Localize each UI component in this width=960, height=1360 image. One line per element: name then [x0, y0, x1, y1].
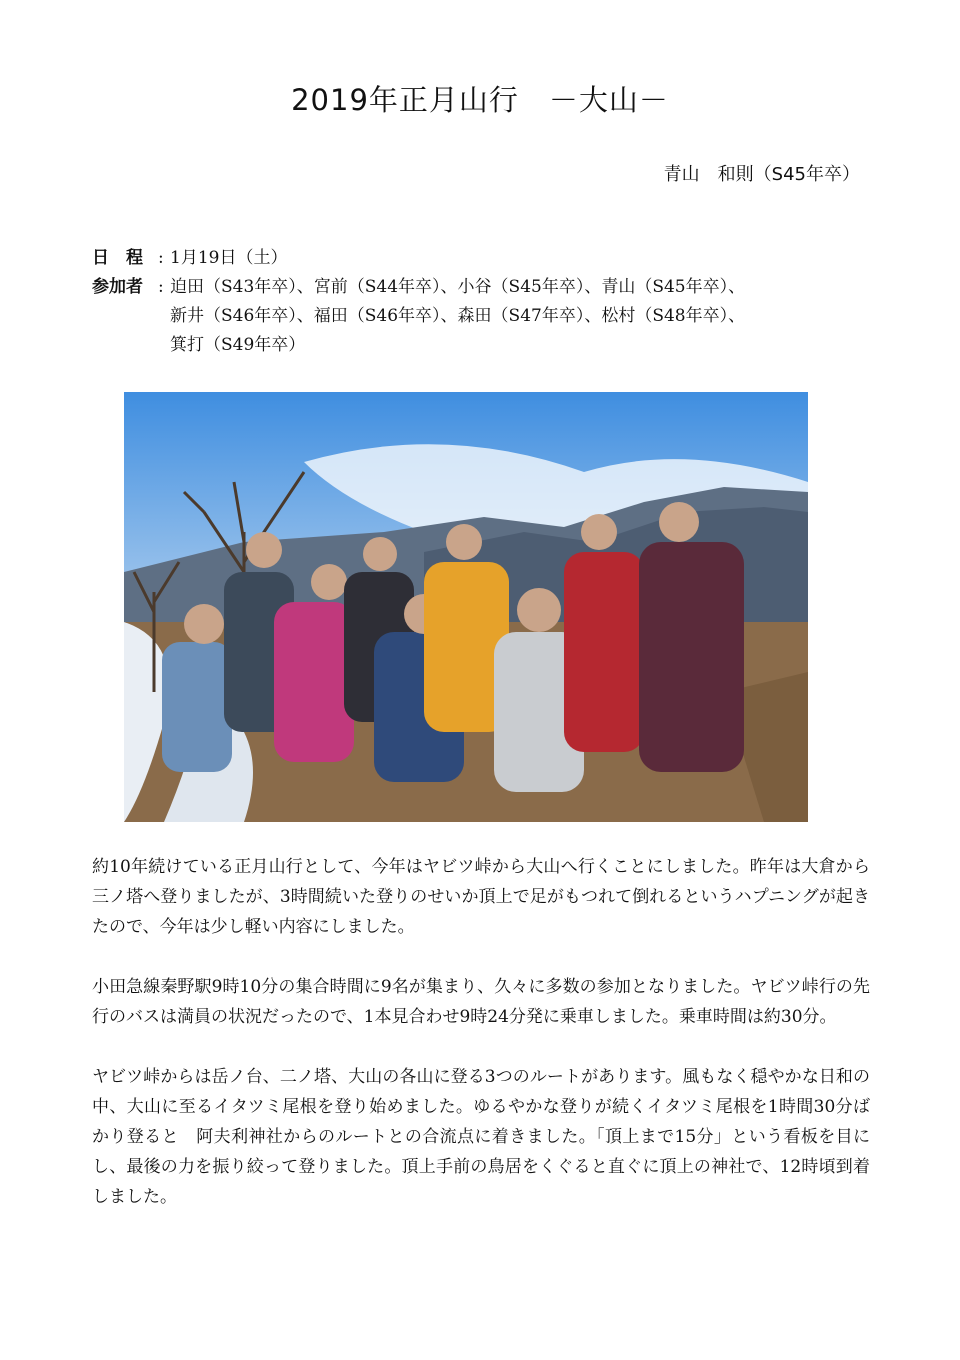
participants-row — [92, 273, 872, 360]
schedule-row — [92, 244, 872, 273]
participants-label: 参加者 — [92, 277, 143, 297]
trip-info — [92, 244, 872, 360]
paragraph: ヤビツ峠からは岳ノ台、二ノ塔、大山の各山に登る3つのルートがあります。風もなく穏やかな日和の中、大山に至るイタツミ尾根を登り始めました。ゆるやかな登りが続くイタツミ尾根を1時間30分ばかり登ると 阿夫利神社からのルートとの合流点に着きました。「頂上まで15分」という看板を目にし、最後の力を振り絞って登りました。頂上手前の鳥居をくぐると直ぐに頂上の神社で、12時頃到着しました。 — [92, 1067, 870, 1207]
group-photo — [124, 392, 808, 822]
participants-value: 迫田（S43年卒）、宮前（S44年卒）、小谷（S45年卒）、青山（S45年卒）、 新井（S46年卒）、福田（S46年卒）、森田（S47年卒）、松村（S48年卒）、 箕打（S49年卒） — [170, 277, 746, 355]
author-line: 青山 和則（S45年卒） — [663, 164, 860, 185]
schedule-value: 1月19日（土） — [170, 248, 288, 268]
article-body — [92, 852, 870, 1242]
colon: : — [158, 248, 164, 268]
group-photo-icon — [124, 392, 808, 822]
page-title: 2019年正月山行 －大山－ — [291, 83, 669, 117]
paragraph: 約10年続けている正月山行として、今年はヤビツ峠から大山へ行くことにしました。昨年は大倉から三ノ塔へ登りましたが、3時間続いた登りのせいか頂上で足がもつれて倒れるというハプニングが起きたので、今年は少し軽い内容にしました。 — [92, 857, 870, 937]
colon: : — [158, 277, 164, 297]
schedule-label: 日 程 — [92, 248, 143, 268]
paragraph: 小田急線秦野駅9時10分の集合時間に9名が集まり、久々に多数の参加となりました。ヤビツ峠行の先行のバスは満員の状況だったので、1本見合わせ9時24分発に乗車しました。乗車時間は約30分。 — [92, 977, 870, 1027]
